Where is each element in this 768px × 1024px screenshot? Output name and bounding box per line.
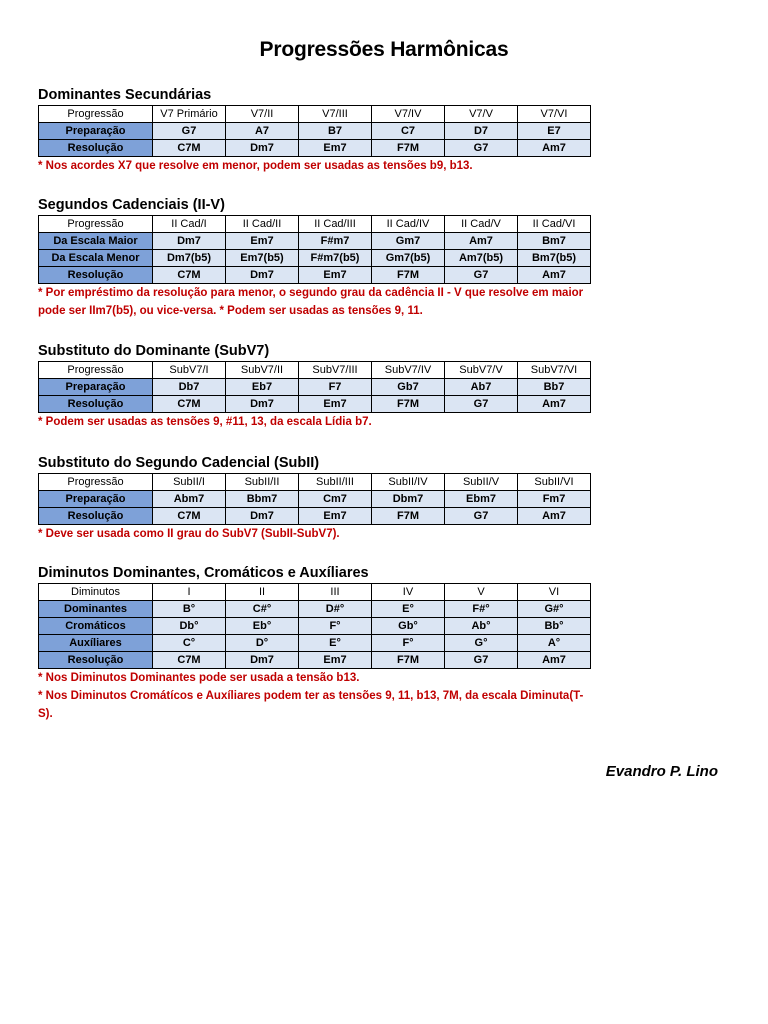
section-title: Segundos Cadenciais (II-V) (38, 197, 225, 213)
table-row (39, 635, 591, 652)
row-label: Preparação (39, 123, 153, 140)
row-label: Resolução (39, 396, 153, 413)
chord-cell: F#° (445, 601, 518, 618)
chord-cell: C7M (153, 396, 226, 413)
chord-cell: Am7 (445, 233, 518, 250)
row-label: Da Escala Menor (39, 250, 153, 267)
chord-cell: Am7 (518, 396, 591, 413)
chord-cell: Gb° (372, 618, 445, 635)
chord-cell: C° (153, 635, 226, 652)
table-header-cell: V7/III (299, 106, 372, 123)
table-header-cell: III (299, 584, 372, 601)
chord-cell: Fm7 (518, 491, 591, 508)
row-label: Resolução (39, 267, 153, 284)
chord-cell: Dm7 (226, 396, 299, 413)
table-header-cell: Diminutos (39, 584, 153, 601)
chord-cell: Db° (153, 618, 226, 635)
row-label: Preparação (39, 379, 153, 396)
chord-cell: G7 (445, 508, 518, 525)
section-segundos-cadenciais (38, 197, 590, 320)
table-header-cell: V7 Primário (153, 106, 226, 123)
chord-table (38, 473, 591, 525)
table-row (39, 396, 591, 413)
chord-cell: G° (445, 635, 518, 652)
row-label: Auxíliares (39, 635, 153, 652)
table-header-cell: SubII/V (445, 474, 518, 491)
table-header-cell: II (226, 584, 299, 601)
table-header-cell: V7/V (445, 106, 518, 123)
chord-cell: Dm7 (226, 267, 299, 284)
chord-cell: F7 (299, 379, 372, 396)
table-header-cell: Progressão (39, 106, 153, 123)
section-note: * Deve ser usada como II grau do SubV7 (SubII-SubV7). (38, 528, 340, 540)
row-label: Da Escala Maior (39, 233, 153, 250)
table-header-cell: SubV7/III (299, 362, 372, 379)
chord-cell: Ab° (445, 618, 518, 635)
table-header-cell: SubII/III (299, 474, 372, 491)
chord-cell: Eb7 (226, 379, 299, 396)
chord-cell: Dm7(b5) (153, 250, 226, 267)
section-title: Diminutos Dominantes, Cromáticos e Auxíliares (38, 565, 369, 581)
row-label: Resolução (39, 508, 153, 525)
table-header-cell: IV (372, 584, 445, 601)
chord-cell: Dm7 (226, 508, 299, 525)
row-label: Cromáticos (39, 618, 153, 635)
chord-cell: Gb7 (372, 379, 445, 396)
chord-cell: F7M (372, 396, 445, 413)
table-header-cell: SubV7/VI (518, 362, 591, 379)
chord-cell: G#° (518, 601, 591, 618)
table-row (39, 652, 591, 669)
table-header-cell: Progressão (39, 474, 153, 491)
table-header-cell: SubII/I (153, 474, 226, 491)
section-note: * Nos acordes X7 que resolve em menor, podem ser usadas as tensões b9, b13. (38, 160, 473, 172)
chord-cell: B° (153, 601, 226, 618)
table-header-cell: Progressão (39, 362, 153, 379)
table-header-cell: SubII/VI (518, 474, 591, 491)
chord-cell: C#° (226, 601, 299, 618)
section-dominantes-secundarias (38, 87, 590, 175)
table-row (39, 491, 591, 508)
section-diminutos (38, 565, 590, 723)
chord-cell: Em7 (299, 508, 372, 525)
table-header-row (39, 362, 591, 379)
row-label: Dominantes (39, 601, 153, 618)
section-note: * Podem ser usadas as tensões 9, #11, 13, da escala Lídia b7. (38, 416, 372, 428)
table-header-cell: II Cad/VI (518, 216, 591, 233)
table-header-row (39, 584, 591, 601)
chord-cell: D° (226, 635, 299, 652)
row-label: Resolução (39, 652, 153, 669)
section-title: Dominantes Secundárias (38, 87, 212, 103)
chord-cell: Abm7 (153, 491, 226, 508)
author-signature: Evandro P. Lino (605, 763, 718, 780)
chord-cell: A7 (226, 123, 299, 140)
chord-cell: E° (299, 635, 372, 652)
chord-table (38, 583, 591, 669)
chord-cell: F7M (372, 267, 445, 284)
chord-cell: Dbm7 (372, 491, 445, 508)
table-header-cell: I (153, 584, 226, 601)
table-row (39, 250, 591, 267)
chord-cell: C7M (153, 140, 226, 157)
chord-cell: Db7 (153, 379, 226, 396)
chord-cell: F7M (372, 508, 445, 525)
table-row (39, 267, 591, 284)
chord-cell: Em7 (226, 233, 299, 250)
chord-cell: E° (372, 601, 445, 618)
table-header-cell: II Cad/I (153, 216, 226, 233)
chord-cell: Dm7 (226, 652, 299, 669)
section-title: Substituto do Dominante (SubV7) (38, 343, 270, 359)
chord-cell: Am7 (518, 140, 591, 157)
chord-cell: C7M (153, 652, 226, 669)
chord-cell: Bb7 (518, 379, 591, 396)
table-header-cell: V (445, 584, 518, 601)
section-note: * Por empréstimo da resolução para menor, o segundo grau da cadência II - V que resolve em maior pode ser IIm7(b5), ou vice-versa. * Podem ser usadas as tensões 9, 11. (38, 287, 584, 317)
chord-cell: Bb° (518, 618, 591, 635)
page-title: Progressões Harmônicas (259, 38, 509, 61)
chord-cell: Am7 (518, 652, 591, 669)
table-header-cell: SubII/II (226, 474, 299, 491)
table-header-cell: SubV7/II (226, 362, 299, 379)
table-header-cell: II Cad/II (226, 216, 299, 233)
table-header-cell: SubV7/V (445, 362, 518, 379)
table-header-row (39, 216, 591, 233)
table-row (39, 618, 591, 635)
chord-cell: F° (299, 618, 372, 635)
chord-cell: Bm7(b5) (518, 250, 591, 267)
table-header-cell: SubV7/I (153, 362, 226, 379)
chord-cell: Em7 (299, 267, 372, 284)
section-substituto-segundo-cadencial (38, 455, 590, 543)
chord-cell: F7M (372, 140, 445, 157)
section-note: * Nos Diminutos Dominantes pode ser usada a tensão b13. (38, 672, 360, 684)
chord-cell: Am7 (518, 508, 591, 525)
row-label: Preparação (39, 491, 153, 508)
chord-table (38, 215, 591, 284)
chord-cell: F7M (372, 652, 445, 669)
chord-cell: F#m7 (299, 233, 372, 250)
chord-cell: F#m7(b5) (299, 250, 372, 267)
chord-cell: C7 (372, 123, 445, 140)
section-title: Substituto do Segundo Cadencial (SubII) (38, 455, 320, 471)
table-header-cell: Progressão (39, 216, 153, 233)
chord-cell: G7 (445, 140, 518, 157)
section-note: * Nos Diminutos Cromátícos e Auxíliares podem ter as tensões 9, 11, b13, 7M, da escala Diminuta(T-S). (38, 690, 584, 720)
chord-cell: G7 (445, 267, 518, 284)
table-header-cell: II Cad/IV (372, 216, 445, 233)
table-header-row (39, 106, 591, 123)
table-header-cell: V7/II (226, 106, 299, 123)
chord-cell: E7 (518, 123, 591, 140)
table-header-cell: V7/IV (372, 106, 445, 123)
table-header-cell: II Cad/III (299, 216, 372, 233)
chord-cell: Ebm7 (445, 491, 518, 508)
row-label: Resolução (39, 140, 153, 157)
chord-cell: Cm7 (299, 491, 372, 508)
table-header-cell: VI (518, 584, 591, 601)
chord-cell: C7M (153, 508, 226, 525)
chord-cell: B7 (299, 123, 372, 140)
table-header-cell: SubV7/IV (372, 362, 445, 379)
chord-cell: Ab7 (445, 379, 518, 396)
chord-cell: Em7 (299, 652, 372, 669)
table-header-cell: II Cad/V (445, 216, 518, 233)
chord-cell: D7 (445, 123, 518, 140)
chord-cell: Bm7 (518, 233, 591, 250)
chord-cell: Dm7 (226, 140, 299, 157)
chord-cell: Em7 (299, 140, 372, 157)
table-row (39, 508, 591, 525)
table-row (39, 233, 591, 250)
chord-cell: G7 (445, 652, 518, 669)
table-row (39, 140, 591, 157)
table-header-cell: SubII/IV (372, 474, 445, 491)
chord-cell: F° (372, 635, 445, 652)
chord-cell: G7 (445, 396, 518, 413)
chord-cell: D#° (299, 601, 372, 618)
chord-cell: Gm7(b5) (372, 250, 445, 267)
table-row (39, 379, 591, 396)
chord-cell: Eb° (226, 618, 299, 635)
chord-cell: A° (518, 635, 591, 652)
table-header-cell: V7/VI (518, 106, 591, 123)
chord-cell: Dm7 (153, 233, 226, 250)
table-header-row (39, 474, 591, 491)
table-row (39, 601, 591, 618)
section-substituto-dominante (38, 343, 590, 431)
chord-cell: Am7(b5) (445, 250, 518, 267)
chord-cell: Em7 (299, 396, 372, 413)
chord-cell: G7 (153, 123, 226, 140)
chord-table (38, 105, 591, 157)
chord-cell: C7M (153, 267, 226, 284)
chord-cell: Em7(b5) (226, 250, 299, 267)
chord-cell: Am7 (518, 267, 591, 284)
chord-cell: Gm7 (372, 233, 445, 250)
table-row (39, 123, 591, 140)
chord-cell: Bbm7 (226, 491, 299, 508)
chord-table (38, 361, 591, 413)
